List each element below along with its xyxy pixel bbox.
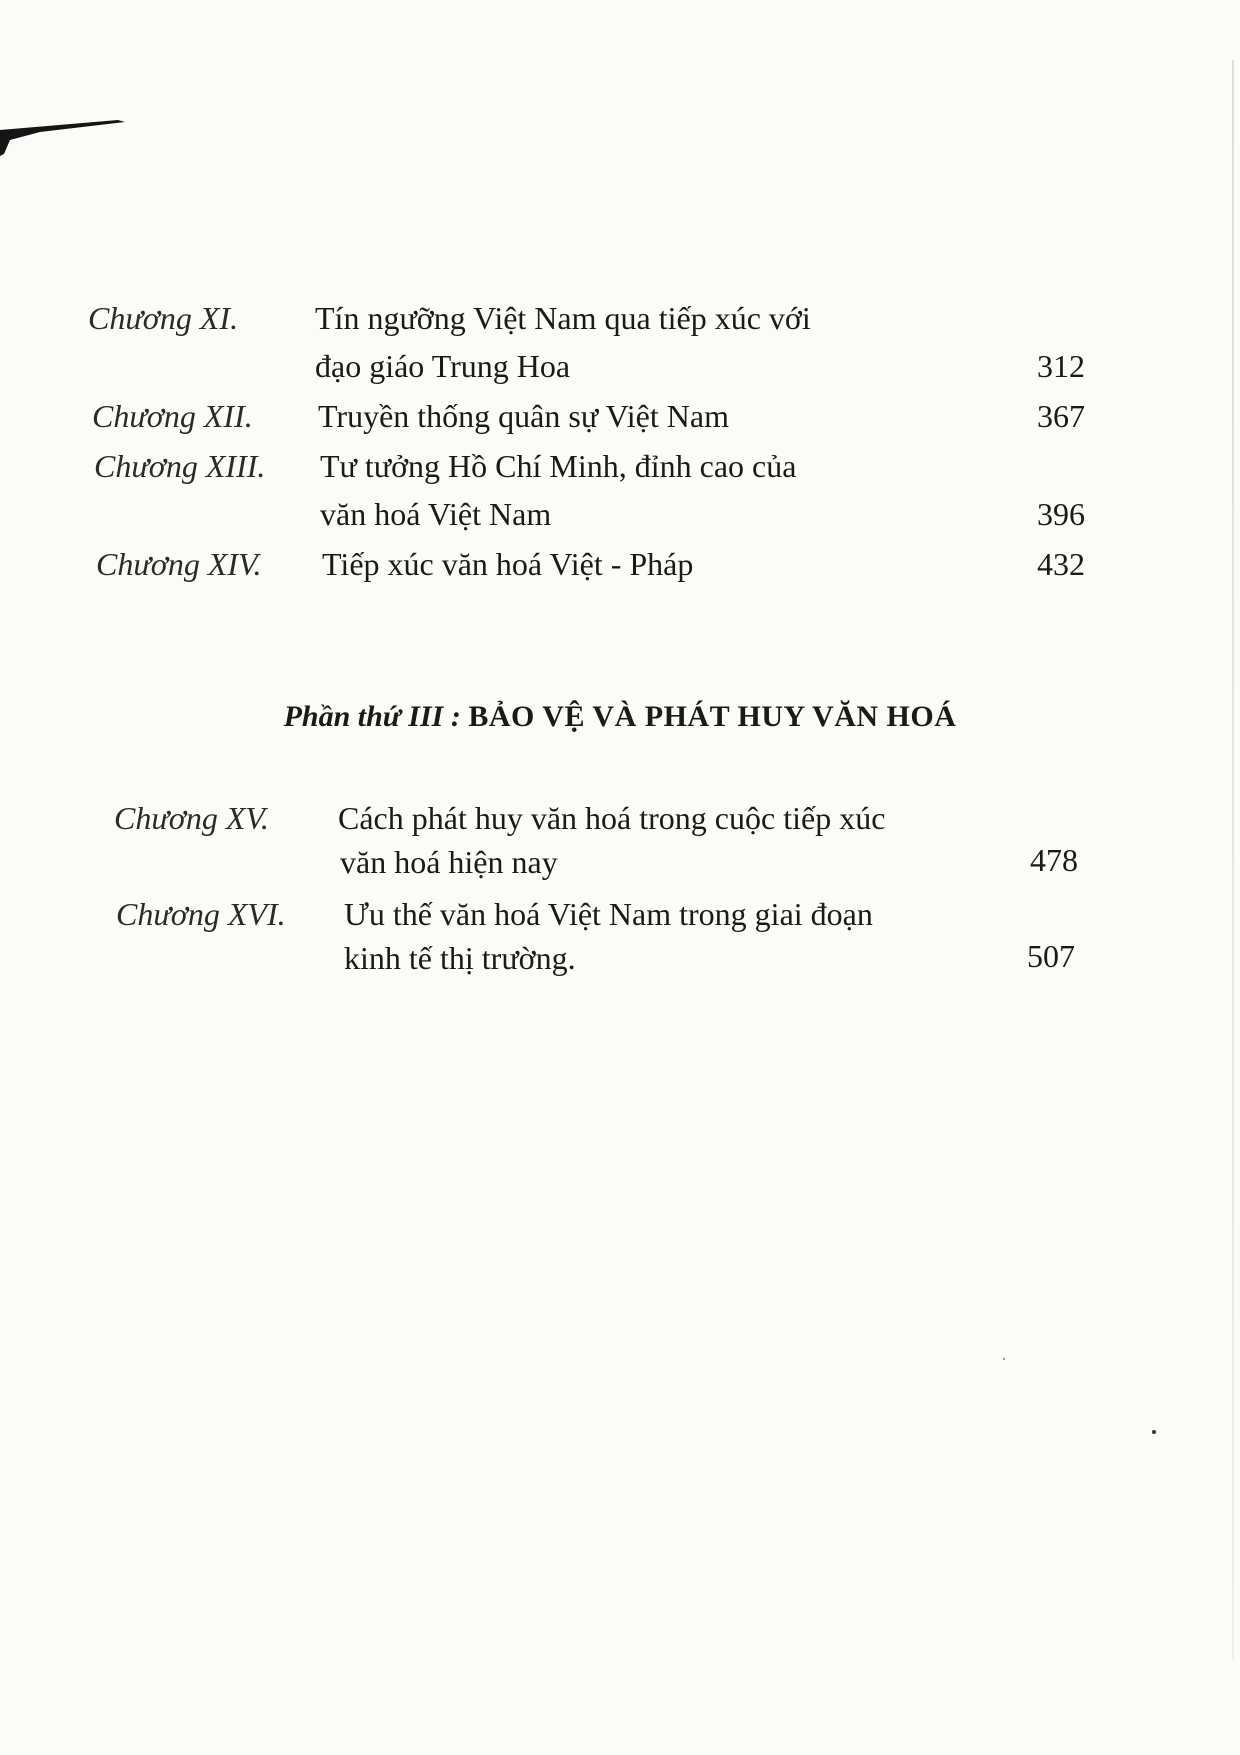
- chapter-label: Chương XVI.: [116, 896, 286, 932]
- part-heading: [0, 700, 1240, 734]
- part-separator: :: [443, 700, 469, 733]
- entry-title-line: Ưu thế văn hoá Việt Nam trong giai đoạn: [344, 896, 873, 932]
- entry-title-line: Tín ngưỡng Việt Nam qua tiếp xúc với: [315, 300, 811, 336]
- scan-right-edge: [1232, 60, 1234, 1660]
- chapter-label: Chương XII.: [92, 398, 253, 434]
- page-number: 367: [1037, 398, 1085, 434]
- chapter-label: Chương XIV.: [96, 546, 262, 582]
- chapter-label: Chương XIII.: [94, 448, 266, 484]
- page-number: 312: [1037, 348, 1085, 384]
- entry-title-line: kinh tế thị trường.: [344, 940, 576, 976]
- page-number: 396: [1037, 496, 1085, 532]
- chapter-label: Chương XI.: [88, 300, 239, 336]
- entry-title-line: Truyền thống quân sự Việt Nam: [318, 398, 729, 434]
- chapter-label: Chương XV.: [114, 800, 269, 836]
- part-label: Phần thứ III: [283, 700, 444, 733]
- scan-edge-mark: [0, 118, 125, 158]
- page-number: 478: [1030, 842, 1078, 878]
- page-number: 432: [1037, 546, 1085, 582]
- page-number: 507: [1027, 938, 1075, 974]
- entry-title-line: Tư tưởng Hồ Chí Minh, đỉnh cao của: [320, 448, 797, 484]
- entry-title-line: Cách phát huy văn hoá trong cuộc tiếp xúc: [338, 800, 886, 836]
- entry-title-line: đạo giáo Trung Hoa: [315, 348, 571, 384]
- bleed-through: [0, 620, 1240, 689]
- scan-speck: [1152, 1430, 1156, 1434]
- entry-title-line: Tiếp xúc văn hoá Việt - Pháp: [322, 546, 694, 582]
- entry-title-line: văn hoá Việt Nam: [320, 496, 552, 532]
- part-title: BẢO VỆ VÀ PHÁT HUY VĂN HOÁ: [468, 700, 957, 733]
- scan-speck: [1003, 1358, 1005, 1360]
- entry-title-line: văn hoá hiện nay: [340, 844, 558, 880]
